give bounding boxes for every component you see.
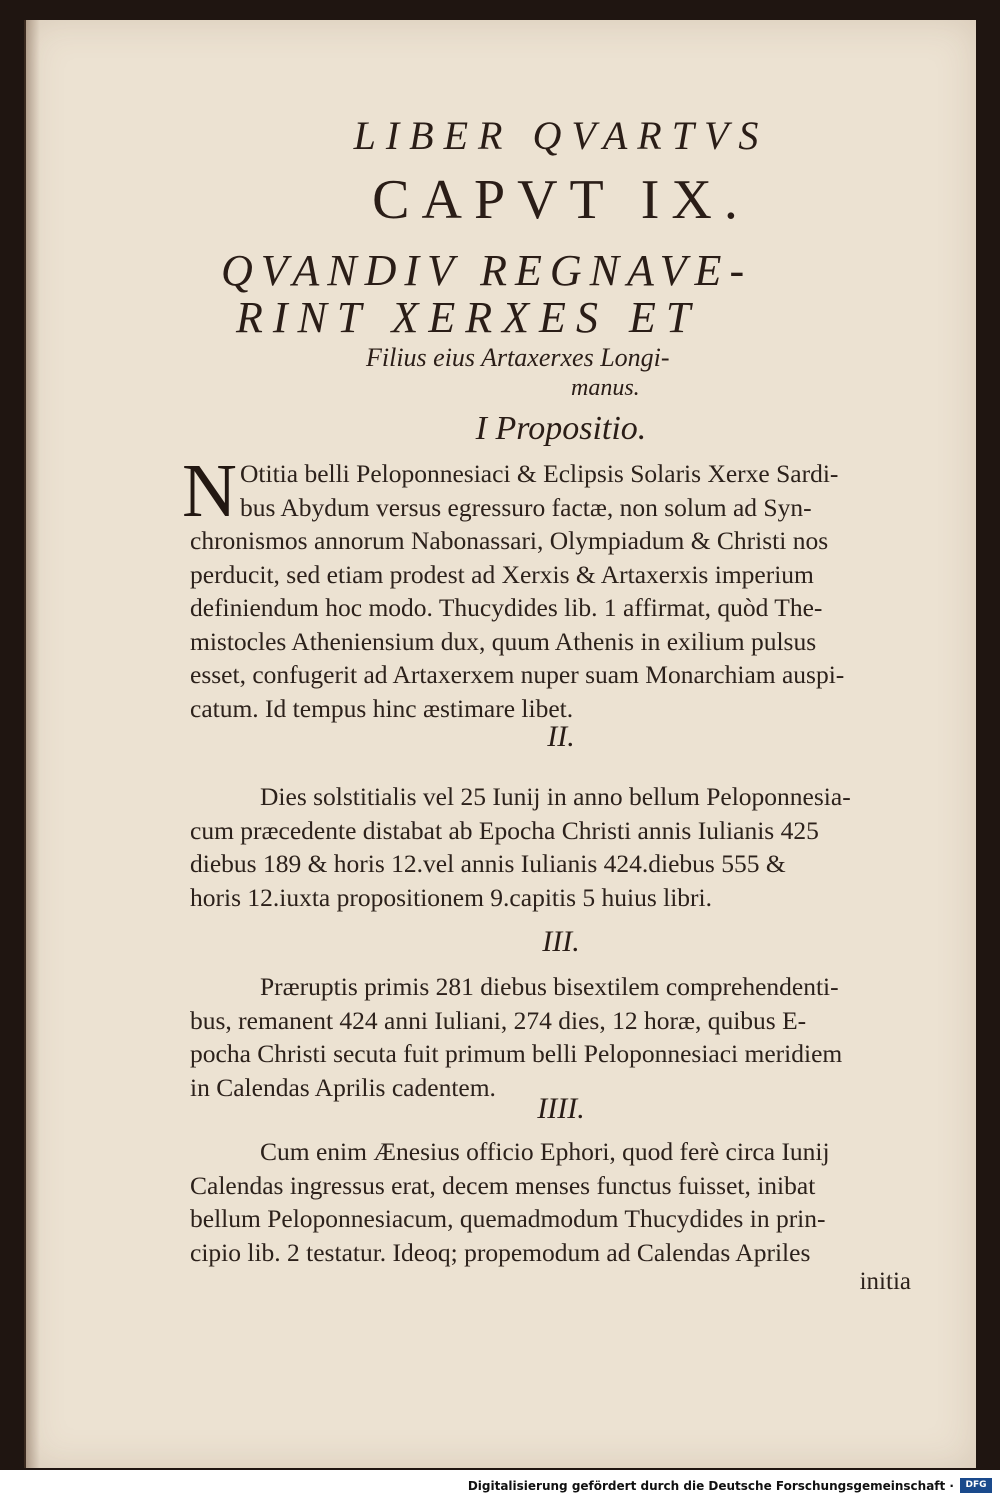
text-line: cum præcedente distabat ab Epocha Christi annis Iulianis 425 (190, 815, 819, 845)
text-line: pocha Christi secuta fuit primum belli Peloponnesiaci meridiem (190, 1039, 843, 1068)
text-line: Otitia belli Peloponnesiaci & Eclipsis Solaris Xerxe Sardi- (240, 459, 839, 488)
text-line: mistocles Atheniensium dux, quum Athenis in exilium pulsus (190, 626, 817, 656)
text-line: definiendum hoc modo. Thucydides lib. 1 affirmat, quòd The- (190, 593, 823, 622)
text-line: perducit, sed etiam prodest ad Xerxis & Artaxerxis imperium (190, 559, 814, 589)
text-line: Cum enim Ænesius officio Ephori, quod ferè circa Iunij (260, 1137, 830, 1166)
drop-cap: N (182, 449, 237, 533)
paragraph-3 (190, 970, 940, 1104)
text-line: catum. Id tempus hinc æstimare libet. (190, 693, 574, 723)
text-line: Dies solstitialis vel 25 Iunij in anno bellum Peloponnesia- (260, 782, 851, 811)
chapter-title-line-3: Filius eius Artaxerxes Longi- (366, 343, 670, 372)
dfg-logo-icon[interactable]: DFG (960, 1478, 992, 1493)
chapter-title-line-2: RINT XERXES ET (236, 293, 701, 342)
funding-credit: Digitalisierung gefördert durch die Deutsche Forschungsgemeinschaft · (467, 1479, 954, 1493)
text-line: in Calendas Aprilis cadentem. (190, 1072, 496, 1102)
text-line: Præruptis primis 281 diebus bisextilem comprehendenti- (260, 972, 839, 1001)
running-head: LIBER QVARTVS (353, 113, 769, 158)
paragraph-1 (182, 449, 940, 725)
text-line: cipio lib. 2 testatur. Ideoq; propemodum ad Calendas Apriles (190, 1237, 811, 1267)
proposition-heading: I Propositio. (475, 410, 647, 447)
chapter-title-line-1: QVANDIV REGNAVE- (221, 246, 753, 295)
text-line: horis 12.iuxta propositionem 9.capitis 5 huius libri. (190, 882, 713, 912)
funding-footer (0, 1470, 1000, 1501)
chapter-title-line-4: manus. (571, 375, 640, 401)
paragraph-2 (190, 780, 940, 914)
text-line: bus Abydum versus egressuro factæ, non solum ad Syn- (240, 492, 812, 522)
text-line: bellum Peloponnesiacum, quemadmodum Thucydides in prin- (190, 1204, 826, 1233)
paragraph-4 (190, 1135, 940, 1269)
text-line: diebus 189 & horis 12.vel annis Iulianis 424.diebus 555 & (190, 849, 786, 878)
text-line: Calendas ingressus erat, decem menses functus fuisset, inibat (190, 1170, 816, 1200)
section-3-heading: III. (542, 925, 580, 958)
section-4-heading: IIII. (537, 1092, 585, 1125)
book-page (24, 20, 976, 1468)
text-line: bus, remanent 424 anni Iuliani, 274 dies, 12 horæ, quibus E- (190, 1005, 807, 1035)
chapter-heading: CAPVT IX. (372, 169, 750, 231)
catchword: initia (859, 1268, 911, 1295)
text-line: chronismos annorum Nabonassari, Olympiadum & Christi nos (190, 526, 829, 555)
section-2-heading: II. (547, 720, 575, 753)
text-line: esset, confugerit ad Artaxerxem nuper suam Monarchiam auspi- (190, 660, 845, 689)
